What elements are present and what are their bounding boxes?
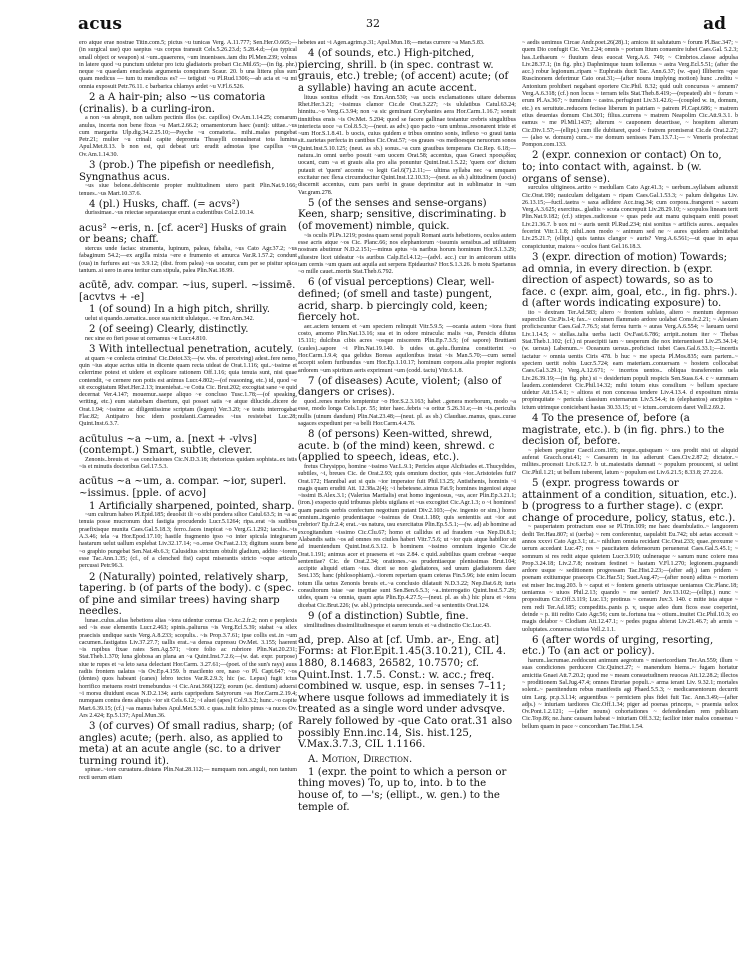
sense-definition: 1 (expr. the point to which a person or thing moves) To, up to, into. b to the house of, to —'s; (ellipt., w. gen.) to the temple of. <box>298 766 507 813</box>
sense-definition: 3 With intellectual penetration, acutely. <box>89 344 294 356</box>
citations: aer..aciem tenuem et ~am speciem relinquit Vitr.5.9.5; —ocania autem ~iora fiunt costo, amomo Plin.Nat.13.16; sua et in odore miracula: malis ~us, Persicis dilutus 15.111; dulcibus cibis acres ~osque miscerem Plin.Ep.7.3.5; (of sapore) Bruttiani (caules)..sapore ~i Plin.Nat.19.140. b uides ut..gelu..flumina constiterint ~o Hor.Carm.1.9.4; qua gelidus Boreas aquilonibus instat ~is Man.5.70;—cum semel accepit solem furibundus ~um Hor.Ep.1.10.17; hominum corpora..alia propter regionis ardorem ~um spiritum aeris exprimunt ~um (codd. tactu) Vitr.6.1.8. <box>298 323 516 374</box>
citations: lituus sonitus effudit ~os Enn.Ann.530; ~as uocis exclamationes uitare debemus Rhet.Her.3.21; ~issimus clamor Cic.de Orat.3.227; ~is ululatibus Catul.63.24; hinnitu..~o Verg.G.3.94; non ~a sic geminant Corybantes aera Hor.Carm.1.16.7; sonuit tinnitibus ensis ~is Ov.Met. 5.204; quod se facere gallinae testantur crebris singultibus interiecta uoce ~a Col.8.5.3;—(neut. as adv.) quo pacto ~um umbras..resonarent triste et ~um Hor.S.1.8.41. b uocis, cuius quidem e tribus omnino sonis, inflexo ~o graui tanta sit..uarietas perfecta in cantibus Cic.Orat.57; ~os graues ~os medioesque neruorum sonos Quint.Inst.5.10.125; (neut. as sb.) sonus..~a cum grauibus temperans Cic.Rep. 6.18;—natura..in omni uerbo posuit ~am uocem Orat.58; accentus, quas Graeci προσῳδίας uocant, cum ~a et grauis alia pro alia ponuntur Quint.Inst.1.5.22; 'quem cor' dictum putauit et 'quem' accentu ~o legit Gel.6(7).2.11;— ultima syllaba nec ~a umquam excitatur nec flexa circumducitur Quint.Inst.12.10.33;—(neut. as sb.) altitudinem (uocis) discernit accentus, cum pars uerbi in graue deprimitur aut in sublimatur in ~um Var.gram.278. <box>298 94 516 196</box>
sense-block <box>522 413 738 477</box>
sense-definition: 3 (of curves) Of small radius, sharp; (of angles) acute; (perh. also, as applied to meta) at an acute angle (sc. to a driver turning round it). <box>79 721 293 767</box>
citations: ~ aedis uenimus Circae Andr.poet.26(28).1; amicos iit salutatum ~ forum Pl.Bac.347; ~ quem Dio confugit Cic. Ver.2.24; omnis ~ portum Itium conuenire iubet Caes.Gal. 5.2.3; has..Lethaeum ~ fluuium deus euocat Verg.A.6. 749; ~ Cimbrios..classe adpulsa Liv.28.37.1; (in fig. phr.) Daphnimque tuum tollemus ~ astra Verg.Ecl.5.51; (after the acc.) robur legionum..ripam ~ Euphratis ducit Tac. Ann.6.37; (w. -que) Illiberim ~que Ruscinonem deferimur Cato orat.31;—(after nouns implying motion) hunc ..reditu ~ Antonium prohiberi negabant oportere Cic.Phil. 8.32; quid uult concursus ~ amnem? Verg.A.6.318; (cf.) non locus ~ terram telis Stat.Theb.8.419;—(repeated) abi ~ forum ~ erum Pl.As.367; ~ tumulum ~ castra..perfugiunt Liv.31.42.6;—(coupled w. in, domum, etc.) ex seruitute..reducem fecisse liberum in patriam ~ patrem Pl.Capt.686; ~ matrem eiius deuenias domum Cist.301; filius..currens ~ matrem Neapolim Cic.Att.9.3.1. b eamus ~ me Pl.Mil.1437; alterum ~ cauponem deuertisse, ~ hospitem alterum Cic.Div.1.57;—(ellipt.) cum ille dubitaret, quod ~ fratrem promiserat Cic.de Orat.2.27;— (also w. domum) cum..~ me domum uenisses Fam.13.7.1;— ~ Veneris profectust Pompon.com.133. <box>522 40 738 149</box>
sense-definition: 4 (of sounds, etc.) High-pitched, piercing, shrill. b (in spec. contrast w. grauis, etc.) treble; (of accent) acute; (of a syllable) having an acute accent. <box>298 48 509 95</box>
citation-continuation <box>79 40 297 91</box>
citations: lunae..culus..alias hebetiora alias ~iora uidentur cornua Cic.Ac.2.fr.2; non e perplexis sed ~is esse elementis Lucr.2.463; spinis..paliurus ~is Verg.Ecl.5.39; stabat ~a silex praecisis undique saxis Verg.A.8.233; scopulis.. ~is Prop.3.7.61; ipse collis est..in ~um cacumen..fastigatus Liv.37.27.7; uallis erat..~a densa cupressu Ov.Met. 3.155; haerent ~is rupibus fixae rates Sen.Ag.571; ~iore folio ac rubriore Plin.Nat.20.231; Stat.Theb.1.370; luna globosa an plana an ~a Quint.Inst.7.2.6;—(w. dat. expr. purpose) siue te rupes et ~a leto saxa delectant Hor.Carm. 3.27.61;—(poet. of the sun's rays) auus radiis frontem ualatus ~is Ov.Ep.4.159. b macilento ore, naso ~o Pl. Capt.647; ~os (dentes) quos habeant (canes) lebro tectos Var.R.2.9.3; hic (sc. Lepus) fugit ictus horrifico metuens rostri tremebundus ~i Cic.Arat.366(122); eorum (sc. dentium) aduersi ~i morsu diuidunt escas N.D.2.134; auris capripedum Satyrorum ~as Hor.Carm.2.19.4; numquam contra dens aliquis ~ior sit Cels.6.12; ~i aluei (apes) Col.9.3.2; hunc..~o capite Mart.6.39.15; (cf.) ~as manus habes Apul.Met.5.30. c quas..tulit folio pinus ~a nuces Ov. Ars 2.424; Ep.5.137; Apul.Mun.36. <box>79 617 297 719</box>
citations: fretus Chrysippo, homine ~issimo Var.L.9.1; Pericles atque Alcibiades et..Thucydides, subtiles, ~i, breues Cic. de Orat.2.93; quis omnium doctior, quis ~ior..Aristoteles fuit? Orat.172; Hannibal aut si quis ~ior imperator fuit Phil.13.25; Antisthenis, hominis ~i magis quam eruditi Att. 12.38a.2(4); ~i hebetesne..simus Fat.9; homines ingeniosi atque ~issimi B.Alex.3.1; (Valerius Martialis) erat homo ingeniosus, ~us, acer Plin.Ep.3.21.1; (iron.) exspecto quid tribunus plebis uigilans et ~us excogitet Cic.Agr.1.3; o ~i homines! quam paucis uerbis confectum negotium putant Div.2.103;—(w. ingenio or sim.) homo omnium..ingenio prudentiaque ~issimus de Orat.1.180; quis sententiis aut ~ior aut crebrior? Ep.fr.2.4; erat..~us natura, usu exercitatus Plin.Ep.5.5.1;—(w. ad) ab homine ad excogitandum ~issimo Cic.Clu.67; homo et callidus et ad fraudem ~us Nep.Di.8.1; Alabandis satis ~os ad omnes res ciuiles haberi Vitr.7.5.6; ut ~ior quis atque habilior sit ad inueniendum Quint.Inst.6.3.12. b hominem ~issimo omnium ingenio Cic.de Orat.1.191; animus acer et praesens et ~us 2.84. c quid..subtilius quam crebrae ~aeque sententiae? Cic. de Orat.2.34; orationes..~as prudentiaeque plenissimas Brut.104; accipite aliquid etiam ~ius. dicet se non gladiatores, sed unum gladiatorem dare Sest.135; hanc (philosophiam)..~iorem repertam quam ceteras Fin.5.96; iste enim locum totum illa uetus Zenonis breuis et..~a conclusio dilatauit N.D.3.22; Nep.Dat.6.8; iuris consultorum istae ~ae ineptiae sunt Sen.Ben.6.5.3; ~a..interrogatio Quint.Inst.5.7.29; uides, quam ~a omnia, quam apta Plin.Ep.4.27.5;—(neut. pl. as sb.) hic plura et ~iora dicebat Cic.Brut.226; (w. abl.) principia uerecunda..sed ~a sententiis Orat.124. <box>298 464 516 609</box>
sense-definition: 2 (Naturally) pointed, relatively sharp, tapering. b (of parts of the body). c (spec. of pine and similar trees) having sharp needles. <box>79 571 295 618</box>
citations: durissimae..~us reiectae separataeque erunt a cudentibus Col.2.10.14. <box>85 210 255 217</box>
column-middle <box>298 40 516 814</box>
sense-block <box>79 572 297 721</box>
citations: ero atque erae nostrae Titin.com.5; pictus ~u tunicas Verg. A.11.777; Sen.Her.O.665;—(in surgical use) quo saepius ~us corpus transuit Cels.5.26.23.d; 5.28.4.d;—(as typical small object or weapon) si ~um..quaereres, ~um inuenisses..iam diu Pl.Men.239; volnus in latere quod ~u punctum uidetur pro ictu gladiatoris probari Cic.Mil.65;—(in fig. phr.) neque ~u quaedam enucleata argumenta conquiram Scaur. 20. b una littera plus sum quam medicus — tum tu mendicus es? — tetigisti ~u Pl.Rud.1306;—ab acia et ~u mi omnia exposuit Petr.76.11. c barbarica chlamys ardet ~u V.Fl.6.526. <box>79 40 297 90</box>
sense-block <box>298 198 516 277</box>
citations: harum..lacrumae..reddocunt animum aegrotum ~ misericordiam Ter.An.559; illum ~ suas condiciones perducere Cic.Quinct.27; ~ manendum hiems..~ fugam hortatur amicitia Gnaei Att.7.20.2; quod me ~ meam consuetudinem reuocas Att.12.28.2; illectos ~ proditionem Sal.Jug.47.4; omnes Etruriae populi..~ arma ierant Liv. 9.32.1; mortales solent..~ paenitendum rebus manifestis agi Phaed.5.5.3; ~ medicamentorum decurrit uim Larg. pr.p.3.l.14; arguentibus ~ perniciem plus fidei fuit Tac. Ann.3.49;—(after adjs.) ~ iniuriam tardiores Cic.Off.1.34; piger ad poenas princeps, ~ praemia uelox Ov.Pont.1.2.121; —(after nouns) cohortationes ~ defendendam rem publicam Cic.Top.86; ne..hanc causam habeat ~ iniuriam Off.3.32; facilior inter malos consensu ~ bellum quam in pace ~ concordiam Tac.Hist.1.54. <box>522 658 738 730</box>
dictionary-entry <box>79 434 297 472</box>
citations: a non ~us abrupit, non uallum pectinis illos (sc. capillos) Ov.Am.1.14.25; comarum anulus, incerta non bene fixus ~u Mart.2.66.2; ornamentorum haec (sunt): uittae..~us cum margarita Ulp.dig.34.2.25.10;—Psyche ~u comatoria.. mihi..malas pungebat Petr.21; mulier ~u crinali capite depromta Thrasylli conuulnerat tota lumina Apul.Met.8.13. b non est, qui debeat uri: erudit admotas ipse capillus ~us Ov.Am.1.14.30. <box>79 115 297 158</box>
left-running-headword: acus <box>78 14 123 34</box>
dictionary-entry <box>79 223 297 275</box>
citations: hebetes aut ~i Agen.agrim.p.31; Apul.Mun.18;—metas currere ~a Man.5.83. <box>298 40 485 46</box>
sense-block <box>522 150 738 250</box>
column-left <box>79 40 297 783</box>
sense-block <box>298 376 516 428</box>
section-heading: A. Motion, Direction. <box>308 753 413 765</box>
dictionary-entry <box>79 280 297 303</box>
citations: ~ plebem pergitur Caecil.com.185; neque..quisquam ~ uos prodit nisi ut aliquid auferat Gracch.orat.41; ~ Caesarem in ius adierunt Caes.Civ.2.87.2; dictator..~ milites..processit Liv.6.12.7. b ut..maiestatis damnati ~ populum prouocent, si uelint Cic.Phil.1.21; ut bellum iuberent, latum ~ populum est Liv.6.21.5; 8.33.8; 27.22.6. <box>522 447 738 476</box>
entry-headword-line: acūtē, adv. compar. ~ius, superl. ~issimē. [acvtvs + -e] <box>79 280 296 303</box>
citations: stercus unde facias: stramenta, lupinum, paleas, fabalia, ~us Cato Agr.37.2; ~us fabaginum 54.2;—ex argilla mixta ~ere e frumento et amurca Var.R.1.57.2; condunt (oua) in furfures aut ~us 3.9.12; (dist. from palea) ~us uocatur, cum per se pisitur spica tantum..si uero in area teritur cum stipula, palea Plin.Nat.18.99. <box>79 245 297 274</box>
sense-block <box>298 277 516 374</box>
sense-definition: 6 (of visual perceptions) Clear, well-defined; (of smell and taste) pungent, acrid, sharp. b piercingly cold, keen; fiercely hot. <box>298 277 495 324</box>
sense-block <box>298 48 516 197</box>
sense-definition: 1 Artificially sharpened, pointed, sharp. <box>89 500 295 512</box>
entry-headword-line: acūtulus ~a ~um, a. [next + -vlvs] (contempt.) Smart, subtle, clever. <box>79 433 257 457</box>
right-running-headword: ad <box>703 14 726 34</box>
sense-definition: 4 To the presence of, before (a magistrate, etc.). b (in fig. phrs.) to the decision of, before. <box>522 413 725 448</box>
sense-block <box>79 304 297 323</box>
sense-block <box>79 344 297 429</box>
column-right <box>522 40 738 732</box>
citations: Zenonis..breuis et ~as conclusiones Cic.N.D.3.18; rhetoricus quidam sophista..ex istis ~is et minutis doctoribus Gel.17.5.3. <box>79 456 297 471</box>
sense-block <box>522 635 738 731</box>
citations: ~um cultrum habeo Pl.Epid.185; deuolsit ili ~o sibi pondera silice Catul.63.5; in ~a ac tenuia posse mucronum duci fastigia procudendo Lucr.5.1264; ripa..erat ~is sudibus praefixisque munita Caes.Gal.5.18.3; ferro..faces inspicat ~o Verg.G.1.292; iaculis..~is A.3.46; tela ~a Hor.Epod.17.10; hastile fragmento ipso ~o inter spicula integrarum hastarum uelut uallum explebat Liv.32.17.14; ~o..ense Ov.Fast.2.13; digitum suum bene ~o graphio pungebat Sen.Nat.4b.6.3; Calusidius strictum obtulit gladium, addito ~iorem esse Tac.Ann.1.35; (cf., of a clenched fist) caput miserantis stricto ~oque articulo percussi Petr.96.3. <box>79 512 297 570</box>
sense-definition: 1 (of sound) In a high pitch, shrilly. <box>89 304 271 316</box>
citations: similitudines dissimilitudinesque et earum tenuis et ~a distinctio Cic.Luc.43. <box>304 622 491 629</box>
citations: spinae..~iore curuatura..distans Plin.Nat.28.112;— numquam non..anguli, non tantum recti uerum etiam <box>79 767 297 781</box>
sense-definition: 9 (of a distinction) Subtle, fine. <box>308 610 469 622</box>
citation-continuation <box>298 40 516 47</box>
sense-block <box>79 199 297 218</box>
sense-definition: 3 (prob.) The pipefish or needlefish, Syngnathus acus. <box>79 160 275 183</box>
citations: ~is oculis Pl.Ps.1219; postea quam sensi populi Romani auris hebetiores, oculos autem esse acris atque ~os Cic. Planc.66; nos elephantorum ~issumis sensibus..ad utilitatem nostram abutimur N.D.2.151;—minus aptus ~is naribus horum hominum Hor.S.1.3.29; siluestre licet uideatur ~is auribus Calp.Ecl.4.12;—(advl. acc.) cur in amicorum uitiis tam cernis ~um quam aut aquila aut serpens Epidaurius? Hor.S.1.3.26. b motu Spartanus ~o mille cauet..mortis Stat.Theb.6.792. <box>298 232 516 276</box>
sense-definition: 8 (of persons) Keen-witted, shrewd, acute. b (of the mind) keen, shrewd. c (applied to speech, ideas, etc.). <box>298 429 495 464</box>
citations: ito ~ dextram Ter.Ad.583; altero ~ frontem sublato, altero ~ mentum depresso supercilio Cic.Pis.14; fax..~ columen flammato ardore uolabat Cons.fr.2.21; ~ Alesiam proficiscuntur Caes.Gal.7.76.5; stat ferrea turris ~ auras Verg.A.6.554; ~ laeuam uersi Liv.1.14.5; ~ stellas..talia uerba iacit Ov.Fast.6.786; arripit..notum iter ~ Thebas Stat.Theb.1.102; (cf.) ni praecipiti iam ~ uesperum die nox interuenisset Liv.25.34.14; (w. uersus) Labenum..~ Oceanum uersus..proficisci iubet Caes.Gal.6.33.1;—incertis iactatur ~ omnia uentis Ciris 478. b huc ~ me specta Pl.Mos.835; eam partem..~ speciem uertit nobis Lucr.5.724; eam materiam..conuersam ~ hostem collocabat Caes.Gal.3.29.1; Verg.A.12.671; ~ incertos uentos.. obliqua transferentes uela Liv.26.39.19;—(in fig. phr.) si ~ desiderium populi respicis Sen.Suas.6.4. c ~ summam laudem..contenderet Cic.Phil.14.32; mihi totum eius consilium ~ bellum spectare uidetur Att.15.4.1; ~ altiora et non concessa tendere Liv.4.13.4. d expositum nimia propinquitate ~ pericula classium externarum Liv.5.54.4; in (elephantos) ancipites ~ ictum utrimque coniciebant hastas 30.33.15; ut ~ ictum..ceruicem daret Vell.2.69.2. <box>522 309 738 411</box>
entry-headword-line: ad, prep. Also at [cf. Umb. ar-, Eng. at] Forms: at Flor.Epit.1.45(3.10.21), CIL 4. 1880, 8.14683, 26582, 10.7570; cf. Quint.Inst. 1.7.5. Const.: w. acc.; freq. combined w. usque, esp. in senses 7–11; where usque follows ad immediately it is treated as a single word under advsqve. Rarely followed by -que Cato orat.31 also possibly Enn.inc.14, Sis. hist.125, V.Max.3.7.3, CIL 1.1166. <box>298 634 513 751</box>
sense-block <box>522 478 738 634</box>
sense-definition: 4 (pl.) Husks, chaff. (= acvs²) <box>89 198 240 210</box>
citations: surculos ultigineos..artito ~ medullam Cato Agr.41.3; ~ uerbum..syllabam adiunxit Cic.Orat.190; nauiculam deligatam ~ ripam Caes.Gal.1.53.3; ~ palum deligatus Liv. 26.13.15;—fuctl..taetra ~ saxa adlidere Acc.trag.34; cum corpora..frangeret ~ saxum Verg.A.3.625; exercitus.. gladiis ~ scuta concrepuit Liv.28.29.10; ~ scopulos lineam terit Plin.Nat.9.182; (cf.) stirpes..radicesue ~ quas pede aut manu quisquam eniti posset Liv.21.36.7. b uox mi ~ auris uenit Pl.Rud.234; nisi sonitus ~ artificis aures.. aequales fecerint Vitr.1.1.8; nihil..non modo ~ animum sed ne ~ aures quidem admittebat Liv.25.21.7; (ellipt.) quis tantus clangor ~ auris? Verg.A.6.561;—ut quae in aqua conspiciuntur, maiora ~ oculos fiant Gel.16.18.3. <box>522 185 738 250</box>
sense-definition: 2 (of seeing) Clearly, distinctly. <box>89 324 249 336</box>
sense-block <box>79 160 297 198</box>
sense-definition: 2 (expr. connexion or contact) On to, to; into contact with, against. b (w. organs of sense). <box>522 150 722 185</box>
page-number: 32 <box>366 17 380 30</box>
sense-definition: 6 (after words of urging, resorting, etc.) To (an act or policy). <box>522 634 714 658</box>
citations: uelut si quando..uenatica..uoce sua nictit ululatque.. ~e Enn.Ann.342. <box>85 315 255 322</box>
sense-block <box>79 324 297 343</box>
citations: quod..renes morbo temptentur ~o Hor.S.2.3.163; habet ..genera morborum, modo ~a esse, modo longa Cels.1.pr. 55; inter haec..febris ~a oritur 5.26.31.e;—in ~is..periculis nullis (uinum dandum) Plin.Nat.23.48;—(neut. pl. as sb.) Claudiae..manus, quas..curae sagaces expediunt per ~a belli Hor.Carm.4.4.76. <box>298 399 516 427</box>
sense-definition: 5 (of the senses and sense-organs) Keen, sharp; sensitive, discriminating. b (of movement) nimble, quick. <box>298 197 507 233</box>
dictionary-entry <box>298 635 516 751</box>
page-header <box>0 0 750 40</box>
entry-headword-line: acus² ~eris, n. [cf. acer²] Husks of grain or beans; chaff. <box>79 222 287 246</box>
citations: ~us siue belone..dehiscente propter multitudinem utero parit Plin.Nat.9.166; tenues..~us Mart.10.37.6. <box>79 183 297 197</box>
sense-definition: 2 a A hair-pin; also ~us comatoria (crinalis). b a curling-iron. <box>79 92 266 115</box>
sense-block <box>298 429 516 610</box>
sense-block <box>522 252 738 412</box>
sense-block <box>79 721 297 782</box>
sense-definition: 3 (expr. direction of motion) Towards; ad omnia, in every direction. b (expr. direction of aspect) towards, so as to face. c (expr. aim, goal, etc., in fig. phrs.). d (after words indicating exposure) to. <box>522 251 738 310</box>
sense-block <box>79 501 297 571</box>
citations: at quam ~e conlecta crimina! Cic.Deiot.33;—(w. vbs. of perceiving) adest..fere nemo, quin ~ius atque acrius uitia in dicente quam recta uideat de Orat.1.116; qui..~issime et celerrime potest et uidere et explicare rationem Off.1.16; quia tenuia sunt, nisi quae contendit, ~e cernere non potis est animus Lucr.4.802;—(of reasoning, etc.) id, quod ~e sit excogitatum Rhet.Her.2.13; inueniebat..~e Cotta Cic. Brut.202; excogitat sane ~e quid decernat Ver.4.147; mouemur..saepe aliquo ~e concluso Tusc.1.78;—(of speaking, writing, etc.) eum statuebam disertum, qui posset satis ~e atque dilucide..dicere de Orat.1.94; ~issime ac diligentissime scriptam (legem) Ver.3.20; ~e testis interrogabat Flac.82; Antipatro hoc idem postulanti..Carneades ~ius resistebat Luc.28; Quint.Inst.6.3.7. <box>79 355 297 428</box>
sense-definition: 5 (expr. progress towards or attainment of a condition, situation, etc.). b (progress to a further stage). c (expr. change of procedure, policy, status, etc.). <box>522 478 737 524</box>
sense-block <box>79 92 297 159</box>
entry-headword-line: acūtus ~a ~um, a. compar. ~ior, superl. ~issimus. [pple. of acvo] <box>79 476 287 499</box>
citations: ~ paupertatem protractum esse se Pl.Trin.109; me haec deambulatio..~ languorem dedit Ter.Hau.807; si (uerba) ~ rem conferentur, uapulabit Eu.742; ubi aetas accessit ~ annos xxxvi Cato Agr.3.1; ut..~ nihilum omnia recidant Cic.Orat.233; quae..proxume ~ uerum accedant Luc.47; res ~ paucitatem defensorum peruenerat Caes.Gal.5.45.1; ~ somnum si res redit atque quietem Lucr.3.910; uulneraque ~ sanum nunc coiere mea Prop.3.24.18; Liv.2.7.8; nostram festinet ~ hastam V.Fl.1.270; legionem..pugnandi ardore usque ~ seditionem progressam Tac.Hist.2.23;—(after adj.) iam pridem ~ poenam exitiumque praeceps Cic.Har.51; Suet.Aug.47;—(after noun) aditus ~ mortem est miser Inc.trag.203. b ~ caput et ~ fontem generis utriusque ueniamus Cic.Planc.18; ueniamus ~ uiuos Phil.2.13; quando ~ me ueniet? Juv.13.102;—(ellipt.) nunc ~ propositum Cic.Off.3.119; Luc.13; protinus ~ censum Juv.3. 140. c mitte ista atque ~ rem redi Ter.Ad.185; compeditis..panis p. v, usque adeo dum ficos esse coeperint, deinde ~ p. iiii redito Cato Agr.56; cum te..fortuna tua ~ otium..inuitet Cic.Phil.10.3; eo magis delabor ~ Clodiam Att.12.47.1; ~ pedes pugna abierat Liv.21.46.7; ab armis ~ uoluptates..conuersa ciuitas Vell.2.1.1. <box>522 524 738 633</box>
citation-continuation <box>522 40 738 149</box>
sense-block <box>298 611 516 630</box>
sense-definition: 7 (of diseases) Acute, violent; (also of dangers or crises). <box>298 375 502 399</box>
dictionary-entry <box>79 476 297 499</box>
sense-block <box>298 767 516 813</box>
citations: nec sine eo fieri posse ut cernamus ~e Lucr.4.810. <box>85 335 207 342</box>
